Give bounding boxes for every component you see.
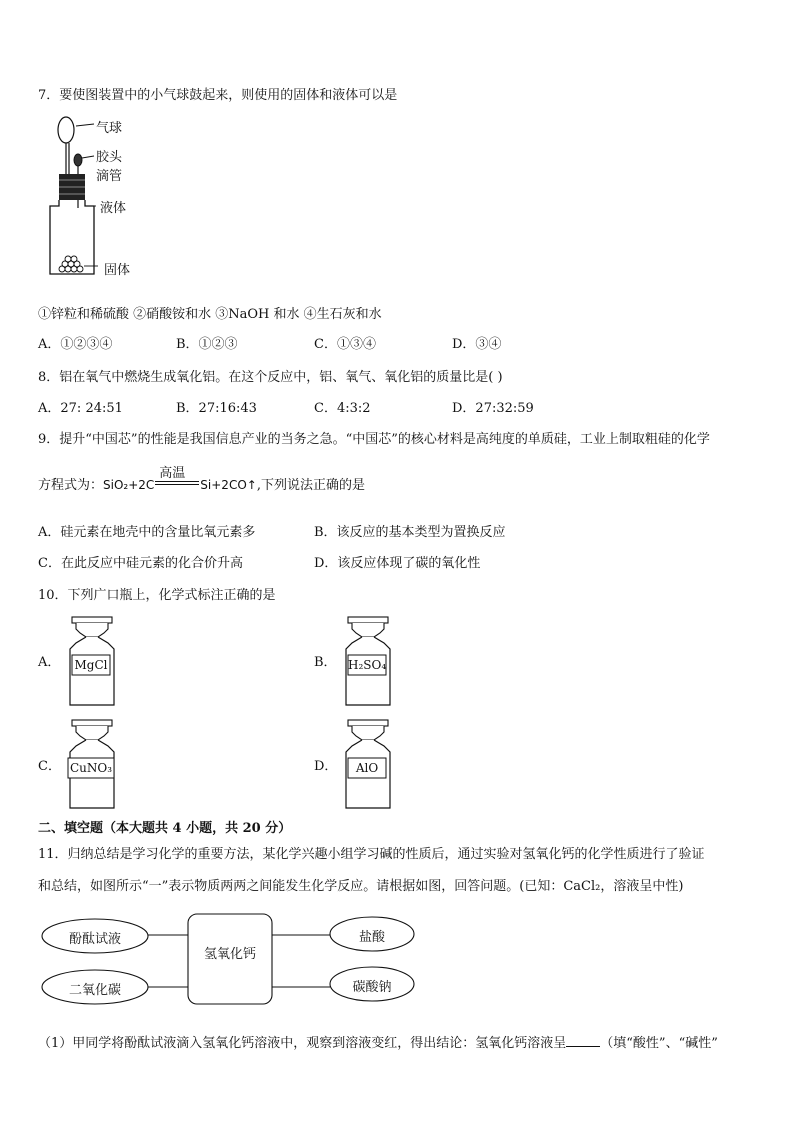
label-dropper-line2: 滴管	[96, 169, 123, 184]
q9-option-a[interactable]: A．硅元素在地壳中的含量比氧元素多	[38, 525, 256, 540]
q11-sub1-suffix: （填“酸性”、“碱性”	[600, 1036, 718, 1051]
q9-option-c[interactable]: C．在此反应中硅元素的化合价升高	[38, 556, 243, 571]
section-title: 二、填空题（本大题共 4 小题，共 20 分）	[38, 821, 292, 836]
balloon-shape	[58, 117, 74, 143]
q7-option-a[interactable]: A．①②③④	[38, 337, 113, 352]
label-dropper-line1: 胶头	[96, 150, 123, 165]
q11-sub1	[38, 1032, 718, 1051]
q10-bottle-b-label: H₂SO₄	[348, 658, 387, 672]
q9-equation-suffix: ,下列说法正确的是	[256, 478, 365, 493]
solid-granules	[59, 256, 83, 272]
q11-sub1-prefix: （1）甲同学将酚酞试液滴入氢氧化钙溶液中，观察到溶液变红，得出结论：氢氧化钙溶液呈	[38, 1036, 567, 1051]
q11-sub1-answer-blank[interactable]	[566, 1034, 600, 1047]
q9-equation-arrow	[155, 466, 199, 489]
q9-equation-prefix: 方程式为：	[38, 478, 104, 493]
q8-stem: 8．铝在氧气中燃烧生成氧化铝。在这个反应中，铝、氧气、氧化铝的质量比是( )	[38, 370, 503, 385]
q7-stem: 7．要使图装置中的小气球鼓起来，则使用的固体和液体可以是	[38, 88, 398, 103]
q9-equation-right: Si+2CO↑	[200, 478, 257, 492]
q9-equation	[38, 466, 365, 493]
q8-option-b[interactable]: B．27:16:43	[176, 401, 257, 416]
q10-bottle-a-label: MgCl	[74, 658, 108, 672]
q10-option-d-letter[interactable]: D．	[314, 759, 338, 774]
q10-option-b-letter[interactable]: B．	[314, 655, 337, 670]
q8-option-c[interactable]: C．4:3:2	[314, 401, 371, 416]
label-solid: 固体	[104, 263, 131, 278]
q11-stem-line1: 11．归纳总结是学习化学的重要方法，某化学兴趣小组学习碱的性质后，通过实验对氢氧化钙的化学性质进行了验证	[38, 847, 705, 862]
node-co2-label: 二氧化碳	[68, 983, 121, 998]
q9-option-d[interactable]: D．该反应体现了碳的氧化性	[314, 556, 481, 571]
q10-bottle-c-label: CuNO₃	[69, 761, 113, 775]
q10-bottle-d-label: AlO	[355, 761, 379, 775]
label-liquid: 液体	[100, 201, 127, 216]
q10-stem: 10．下列广口瓶上，化学式标注正确的是	[38, 588, 276, 603]
q9-equation-condition: 高温	[159, 466, 186, 481]
q8-option-a[interactable]: A．27: 24:51	[38, 401, 123, 416]
q7-option-c[interactable]: C．①③④	[314, 337, 376, 352]
q9-option-b[interactable]: B．该反应的基本类型为置换反应	[314, 525, 506, 540]
q9-stem: 9．提升“中国芯”的性能是我国信息产业的当务之急。“中国芯”的核心材料是高纯度的单质硅，工业上制取粗硅的化学	[38, 432, 710, 447]
node-phenolphthalein-label: 酚酞试液	[68, 932, 121, 947]
q8-option-d[interactable]: D．27:32:59	[452, 401, 534, 416]
q10-option-c-letter[interactable]: C．	[38, 759, 61, 774]
node-na2co3-label: 碳酸钠	[352, 980, 392, 995]
q7-option-b[interactable]: B．①②③	[176, 337, 238, 352]
node-hcl-label: 盐酸	[358, 930, 385, 945]
dropper-bulb-shape	[74, 154, 82, 166]
q7-combinations: ①锌粒和稀硫酸 ②硝酸铵和水 ③NaOH 和水 ④生石灰和水	[38, 307, 382, 322]
q11-stem-line2: 和总结，如图所示“一”表示物质两两之间能发生化学反应。请根据如图，回答问题。(已知：CaCl₂，溶液呈中性)	[38, 879, 684, 894]
q7-apparatus-diagram	[44, 112, 104, 282]
q9-equation-left: SiO₂+2C	[103, 478, 155, 492]
node-calcium-hydroxide-label: 氢氧化钙	[203, 947, 256, 962]
q10-option-a-letter[interactable]: A．	[38, 655, 61, 670]
q7-option-d[interactable]: D．③④	[452, 337, 502, 352]
label-balloon: 气球	[96, 121, 123, 136]
